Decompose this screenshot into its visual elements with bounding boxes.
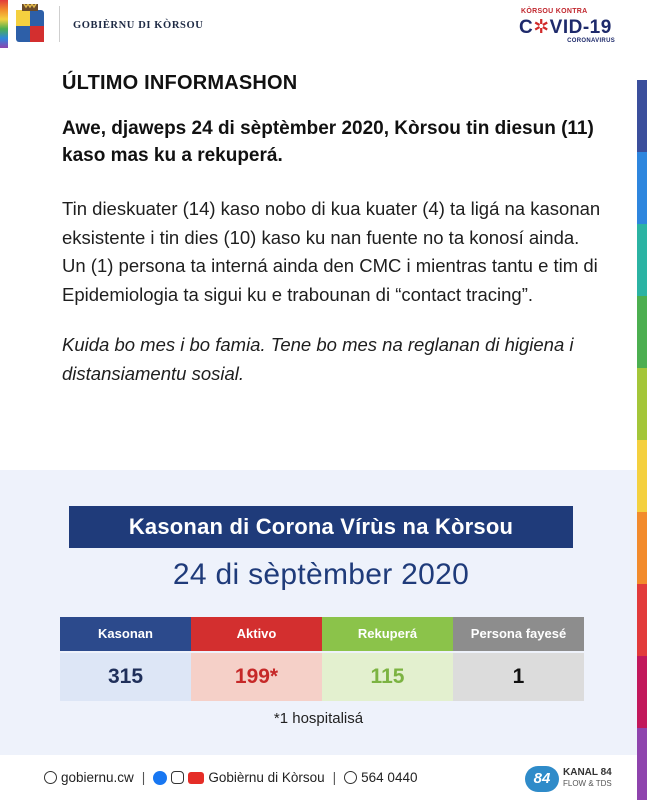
color-bar-segment — [637, 440, 647, 512]
color-bar-segment — [637, 728, 647, 800]
government-name: GOBIÈRNU DI KÒRSOU — [73, 20, 204, 31]
color-bar-segment — [637, 656, 647, 728]
kanal-sub: FLOW & TDS — [563, 779, 612, 788]
color-bar-segment — [637, 152, 647, 224]
campaign-title — [519, 16, 612, 39]
color-bar-segment — [637, 584, 647, 656]
column-header: Rekuperá — [322, 617, 453, 651]
article — [62, 72, 607, 388]
whatsapp-icon — [344, 771, 357, 784]
phone-number[interactable]: 564 0440 — [361, 770, 418, 785]
color-bar — [637, 80, 647, 800]
color-bar-segment — [637, 296, 647, 368]
social-handle[interactable]: Gobièrnu di Kòrsou — [208, 770, 325, 785]
column-value: 1 — [453, 653, 584, 701]
youtube-icon[interactable] — [188, 772, 204, 784]
covid-campaign-logo — [519, 8, 619, 44]
article-closing: Kuida bo mes i bo famia. Tene bo mes na reglanan di higiena i distansiamentu sosial. — [62, 334, 574, 384]
campaign-subtitle: CORONAVIRUS — [567, 38, 615, 44]
header-divider — [59, 6, 60, 42]
color-bar-segment — [637, 368, 647, 440]
stats-banner: Kasonan di Corona Vírùs na Kòrsou — [69, 506, 573, 548]
column-header: Kasonan — [60, 617, 191, 651]
article-lead: Awe, djaweps 24 di sèptèmber 2020, Kòrsou tin diesun (11) kaso mas ku a rekuperá. — [62, 118, 594, 166]
globe-icon — [44, 771, 57, 784]
instagram-icon[interactable] — [171, 771, 184, 784]
column-header: Persona fayesé — [453, 617, 584, 651]
kanal-84-logo — [525, 764, 617, 794]
kanal-name: KANAL 84 — [563, 767, 612, 778]
stats-column-active — [191, 617, 322, 701]
article-body: Tin dieskuater (14) kaso nobo di kua kuater (4) ta ligá na kasonan eksistente i tin dies (10) kaso ku nan fuente no ta konosí ainda. Un (1) persona ta interná ainda den CMC i mientras tantu e tim di Epidemiologia ta sigui ku e trabounan di “contact tracing”. — [62, 198, 601, 305]
stats-section — [0, 470, 637, 755]
campaign-kicker: KÒRSOU KONTRA — [521, 8, 588, 15]
column-value: 115 — [322, 653, 453, 701]
campaign-title-prefix: C — [519, 17, 534, 38]
stats-date: 24 di sèptèmber 2020 — [172, 558, 470, 591]
header — [0, 0, 647, 48]
color-bar-segment — [637, 224, 647, 296]
footer-contacts — [44, 770, 417, 785]
kanal-badge: 84 — [525, 766, 559, 792]
color-bar-segment — [637, 512, 647, 584]
separator: | — [141, 770, 146, 785]
column-value: 199* — [191, 653, 322, 701]
separator: | — [332, 770, 337, 785]
facebook-icon[interactable] — [153, 771, 167, 785]
virus-icon: ✲ — [533, 17, 550, 38]
color-bar-segment — [637, 80, 647, 152]
hospitalized-footnote: *1 hospitalisá — [273, 710, 364, 727]
column-value: 315 — [60, 653, 191, 701]
stats-column-recovered — [322, 617, 453, 701]
website-link[interactable]: gobiernu.cw — [61, 770, 134, 785]
stats-column-deceased — [453, 617, 584, 701]
column-header: Aktivo — [191, 617, 322, 651]
footer — [0, 758, 637, 800]
stats-column-cases — [60, 617, 191, 701]
campaign-title-suffix: VID-19 — [549, 17, 612, 38]
article-title: ÚLTIMO INFORMASHON — [62, 72, 298, 94]
coat-of-arms-icon — [14, 4, 46, 44]
